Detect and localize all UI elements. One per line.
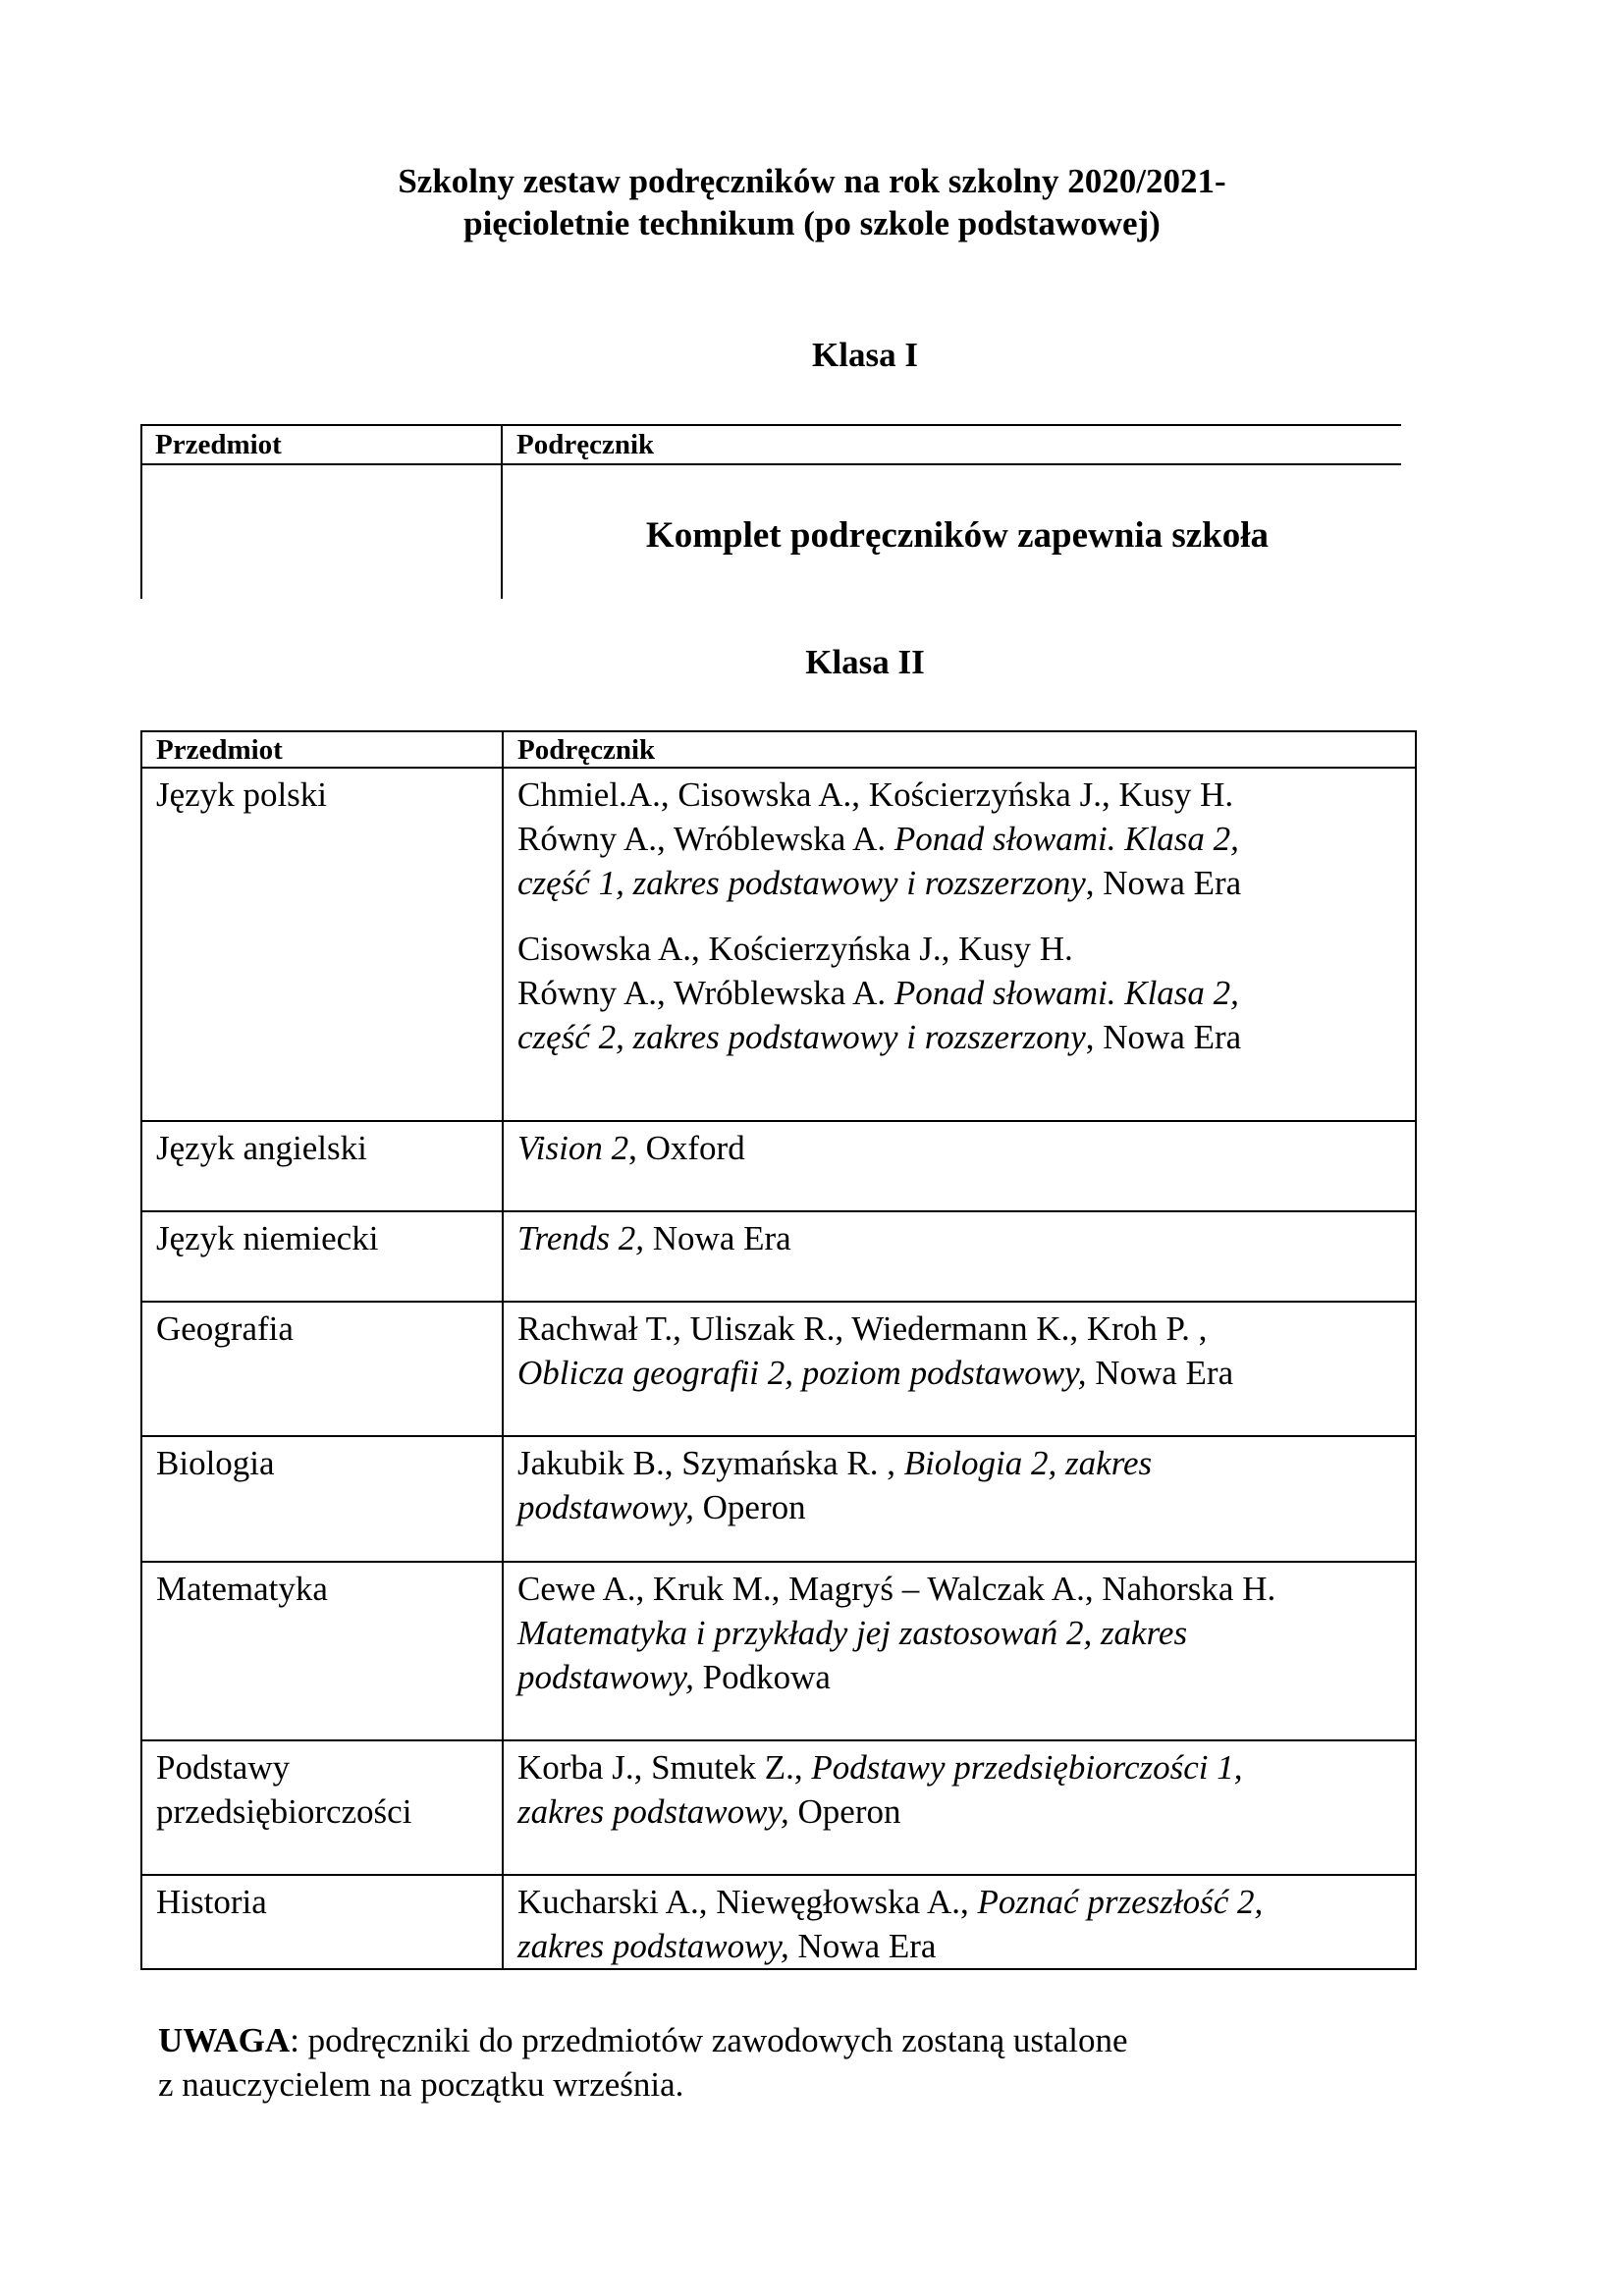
subject-cell: Język polski (141, 768, 503, 1121)
subject-cell: Język angielski (141, 1121, 503, 1211)
book-entry (517, 1307, 1403, 1395)
klasa-1-header-subject: Przedmiot (155, 429, 282, 460)
book-title-text: Poznać przeszłość 2, (977, 1883, 1264, 1921)
document-title-line-1: Szkolny zestaw podręczników na rok szkolny 2020/2021- (398, 162, 1226, 200)
subject-cell: Biologia (141, 1436, 503, 1562)
book-title-text: Trends 2, (517, 1219, 645, 1257)
book-cell (503, 1562, 1416, 1740)
table-row (141, 1740, 1416, 1875)
table-row (141, 1562, 1416, 1740)
book-author-text: Operon (788, 1792, 901, 1831)
note-text-line-1: : podręczniki do przedmiotów zawodowych zostaną ustalone (290, 2021, 1128, 2059)
note-label: UWAGA (158, 2021, 291, 2059)
book-author-text: Kucharski A., Niewęgłowska A., (517, 1883, 978, 1921)
book-cell (503, 768, 1416, 1121)
book-title-text: podstawowy, (517, 1658, 694, 1696)
book-cell (503, 1121, 1416, 1211)
book-author-text: Nowa Era (1086, 1354, 1234, 1392)
table-row (141, 1121, 1416, 1211)
table-row (141, 1211, 1416, 1302)
book-title-text: zakres podstawowy, (517, 1927, 789, 1965)
klasa-1-header-book: Podręcznik (516, 429, 655, 460)
book-author-text: , Nowa Era (1085, 1018, 1242, 1056)
book-title-text: Matematyka i przykłady jej zastosowań 2, zakres (517, 1614, 1188, 1652)
book-author-text: , Oxford (628, 1129, 745, 1167)
book-cell (503, 1436, 1416, 1562)
klasa-1-table-column-divider (501, 424, 503, 599)
book-title-text: Ponad słowami. Klasa 2, (893, 820, 1239, 858)
book-author-text: Równy A., Wróblewska A. (517, 974, 894, 1012)
book-author-text: Korba J., Smutek Z., (517, 1748, 812, 1787)
book-author-text: Operon (693, 1488, 806, 1526)
klasa-2-header-subject: Przedmiot (141, 731, 503, 768)
book-title-text: Podstawy przedsiębiorczości 1, (811, 1748, 1243, 1787)
klasa-2-heading: Klasa II (805, 643, 925, 681)
book-entry (517, 773, 1403, 905)
table-row (141, 1875, 1416, 1969)
book-cell (503, 1211, 1416, 1302)
subject-cell: Geografia (141, 1302, 503, 1436)
subject-cell: Matematyka (141, 1562, 503, 1740)
book-entry (517, 1745, 1403, 1834)
book-entry (517, 1126, 1403, 1170)
klasa-1-table-top-border (140, 424, 1401, 426)
book-cell (503, 1875, 1416, 1969)
book-author-text: Jakubik B., Szymańska R. , (517, 1444, 904, 1482)
klasa-2-header-book: Podręcznik (503, 731, 1416, 768)
book-title-text: Biologia 2, zakres (903, 1444, 1153, 1482)
book-author-text: Podkowa (693, 1658, 831, 1696)
klasa-1-table-left-border (140, 424, 142, 599)
book-author-text: Cisowska A., Kościerzyńska J., Kusy H. (517, 930, 1073, 968)
book-entry (517, 1441, 1403, 1529)
table-row (141, 1436, 1416, 1562)
book-author-text: Równy A., Wróblewska A. (517, 820, 894, 858)
klasa-1-body-text: Komplet podręczników zapewnia szkoła (645, 515, 1270, 556)
book-title-text: Vision 2 (517, 1129, 629, 1167)
book-title-text: Oblicza geografii 2, poziom podstawowy, (517, 1354, 1087, 1392)
book-cell (503, 1302, 1416, 1436)
table-row (141, 768, 1416, 1121)
book-entry (517, 927, 1403, 1059)
book-author-text: Rachwał T., Uliszak R., Wiedermann K., Kroh P. , (517, 1309, 1208, 1348)
book-title-text: Ponad słowami. Klasa 2, (893, 974, 1239, 1012)
book-cell (503, 1740, 1416, 1875)
book-author-text: Nowa Era (644, 1219, 791, 1257)
subject-cell: Podstawy przedsiębiorczości (141, 1740, 503, 1875)
book-author-text: Nowa Era (788, 1927, 937, 1965)
table-row (141, 1302, 1416, 1436)
book-title-text: część 1, zakres podstawowy i rozszerzony (517, 864, 1086, 902)
klasa-2-table (140, 730, 1417, 1970)
subject-cell: Język niemiecki (141, 1211, 503, 1302)
klasa-1-heading: Klasa I (812, 336, 918, 374)
book-author-text: Chmiel.A., Cisowska A., Kościerzyńska J., Kusy H. (517, 775, 1234, 814)
book-entry (517, 1216, 1403, 1260)
klasa-1-table-header-divider (140, 463, 1401, 465)
book-author-text: , Nowa Era (1085, 864, 1242, 902)
book-title-text: zakres podstawowy, (517, 1792, 789, 1831)
document-title-line-2: pięcioletnie technikum (po szkole podstawowej) (463, 204, 1161, 242)
book-title-text: część 2, zakres podstawowy i rozszerzony (517, 1018, 1086, 1056)
book-author-text: Cewe A., Kruk M., Magryś – Walczak A., Nahorska H. (517, 1570, 1276, 1608)
book-title-text: podstawowy, (517, 1488, 694, 1526)
subject-cell: Historia (141, 1875, 503, 1969)
klasa-2-header-row (141, 731, 1416, 768)
book-entry (517, 1567, 1403, 1699)
note-text-line-2: z nauczycielem na początku września. (158, 2065, 684, 2104)
note (158, 2018, 1435, 2107)
book-entry (517, 1880, 1403, 1968)
